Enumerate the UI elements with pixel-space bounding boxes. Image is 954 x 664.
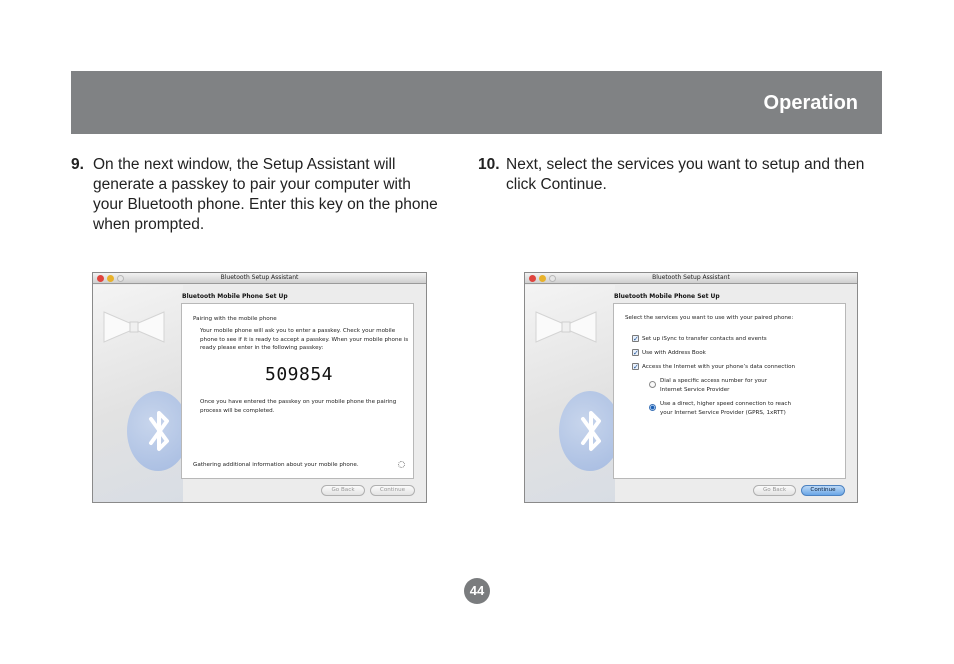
window-titlebar (93, 273, 426, 284)
isync-checkbox: ✓ (633, 335, 639, 343)
step-text: Next, select the services you want to setup and then click Continue. (506, 156, 865, 193)
internet-access-label: Access the Internet with your phone’s data connection (642, 364, 796, 370)
continue-button: Continue (370, 485, 415, 496)
progress-spinner-icon (398, 461, 405, 468)
pairing-completion-text: Once you have entered the passkey on your mobile phone the pairing process will be completed. (200, 399, 397, 414)
assistant-artwork (525, 285, 615, 503)
direct-connection-label (660, 400, 791, 417)
section-title: Operation (763, 92, 858, 114)
passkey-value: 509854 (265, 364, 334, 385)
isync-label: Set up iSync to transfer contacts and events (642, 336, 767, 342)
pairing-panel (181, 303, 414, 479)
services-panel (613, 303, 846, 479)
section-header-bar (71, 71, 882, 134)
direct-connection-radio (649, 404, 656, 411)
bowtie-icon (531, 307, 601, 347)
dial-access-radio (649, 381, 656, 388)
assistant-section-title: Bluetooth Mobile Phone Set Up (182, 293, 288, 300)
step-text: On the next window, the Setup Assistant will generate a passkey to pair your computer with your Bluetooth phone. Enter this key on the phone when prompted. (93, 156, 438, 233)
continue-button: Continue (801, 485, 845, 496)
window-title: Bluetooth Setup Assistant (220, 274, 299, 281)
direct-connection-label-line2: your Internet Service Provider (GPRS, 1xRTT) (660, 409, 786, 416)
services-window-screenshot (524, 272, 858, 503)
gathering-status-text: Gathering additional information about your mobile phone. (193, 462, 359, 468)
window-title: Bluetooth Setup Assistant (652, 274, 730, 281)
direct-connection-label-line1: Use a direct, higher speed connection to reach (660, 401, 792, 407)
dial-access-label (660, 377, 767, 394)
panel-heading: Select the services you want to use with your paired phone: (625, 315, 794, 321)
pairing-window-screenshot (92, 272, 427, 503)
passkey-instructions: Your mobile phone will ask you to enter a passkey. Check your mobile phone to see if it is ready to accept a passkey. When your mobile phone is ready please enter in the following passkey: (200, 328, 409, 351)
assistant-section-title: Bluetooth Mobile Phone Set Up (614, 293, 720, 300)
bluetooth-icon (571, 403, 611, 459)
go-back-button: Go Back (321, 485, 365, 496)
address-book-checkbox: ✓ (633, 349, 639, 357)
dial-access-label-line1: Dial a specific access number for your (660, 378, 768, 384)
step-number: 10. (478, 156, 500, 173)
go-back-button: Go Back (753, 485, 796, 496)
bluetooth-icon (139, 403, 179, 459)
step-10 (478, 155, 868, 197)
dial-access-label-line2: Internet Service Provider (660, 386, 730, 393)
step-number: 9. (71, 156, 84, 173)
address-book-label: Use with Address Book (642, 350, 706, 356)
window-titlebar (525, 273, 857, 284)
internet-access-checkbox: ✓ (633, 363, 639, 371)
step-9 (71, 155, 441, 237)
assistant-artwork (93, 285, 183, 503)
bowtie-icon (99, 307, 169, 347)
panel-heading: Pairing with the mobile phone (193, 316, 277, 322)
page-number: 44 (464, 578, 490, 604)
